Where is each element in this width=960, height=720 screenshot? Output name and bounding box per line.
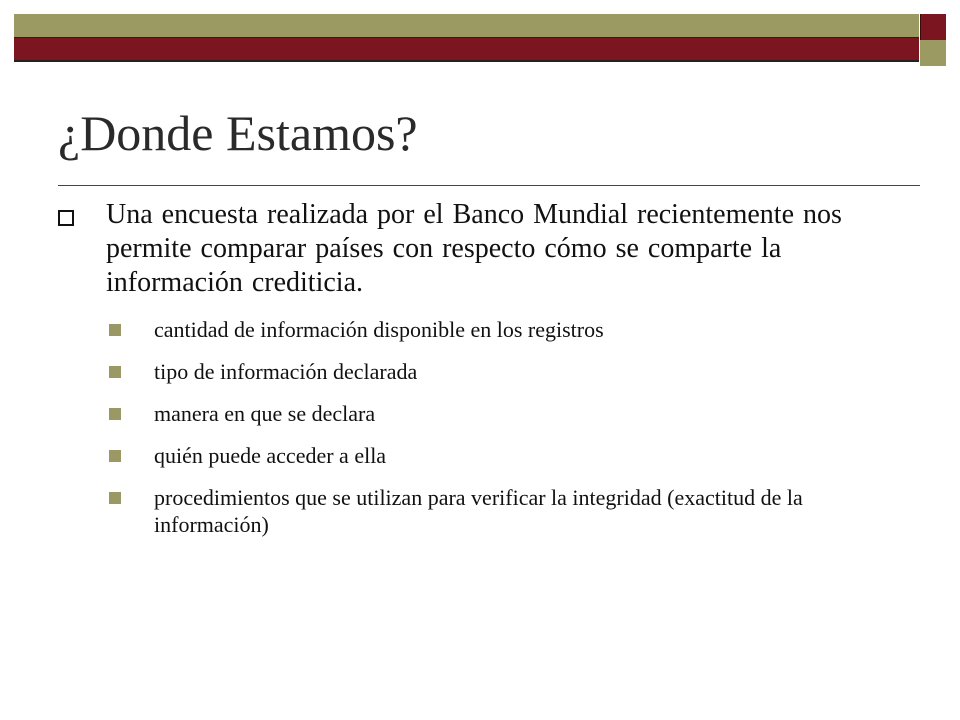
sub-bullet-text: manera en que se declara bbox=[154, 401, 376, 426]
sub-bullet-text: procedimientos que se utilizan para verificar la integridad (exactitud de la información) bbox=[154, 485, 803, 537]
sub-bullet-list bbox=[58, 316, 918, 538]
corner-block-maroon bbox=[920, 14, 946, 40]
slide-title: ¿Donde Estamos? bbox=[58, 105, 418, 161]
main-bullet-item bbox=[58, 198, 918, 300]
sub-bullet-item bbox=[58, 400, 918, 427]
main-bullet-text: Una encuesta realizada por el Banco Mundial recientemente nos permite comparar países con respecto cómo se comparte la información crediticia. bbox=[106, 199, 842, 298]
hollow-square-icon bbox=[58, 210, 74, 226]
filled-square-icon bbox=[109, 492, 121, 504]
filled-square-icon bbox=[109, 408, 121, 420]
sub-bullet-item bbox=[58, 442, 918, 469]
corner-decoration bbox=[920, 14, 946, 66]
header-band-maroon bbox=[14, 38, 919, 62]
sub-bullet-text: cantidad de información disponible en los registros bbox=[154, 317, 604, 342]
corner-block-olive bbox=[920, 40, 946, 66]
sub-bullet-item bbox=[58, 358, 918, 385]
filled-square-icon bbox=[109, 366, 121, 378]
header-band-olive bbox=[14, 14, 919, 38]
title-divider bbox=[58, 185, 920, 186]
slide-content bbox=[58, 198, 918, 553]
sub-bullet-text: quién puede acceder a ella bbox=[154, 443, 387, 468]
sub-bullet-text: tipo de información declarada bbox=[154, 359, 418, 384]
sub-bullet-item bbox=[58, 484, 918, 538]
filled-square-icon bbox=[109, 450, 121, 462]
sub-bullet-item bbox=[58, 316, 918, 343]
filled-square-icon bbox=[109, 324, 121, 336]
header-bar bbox=[14, 14, 919, 62]
